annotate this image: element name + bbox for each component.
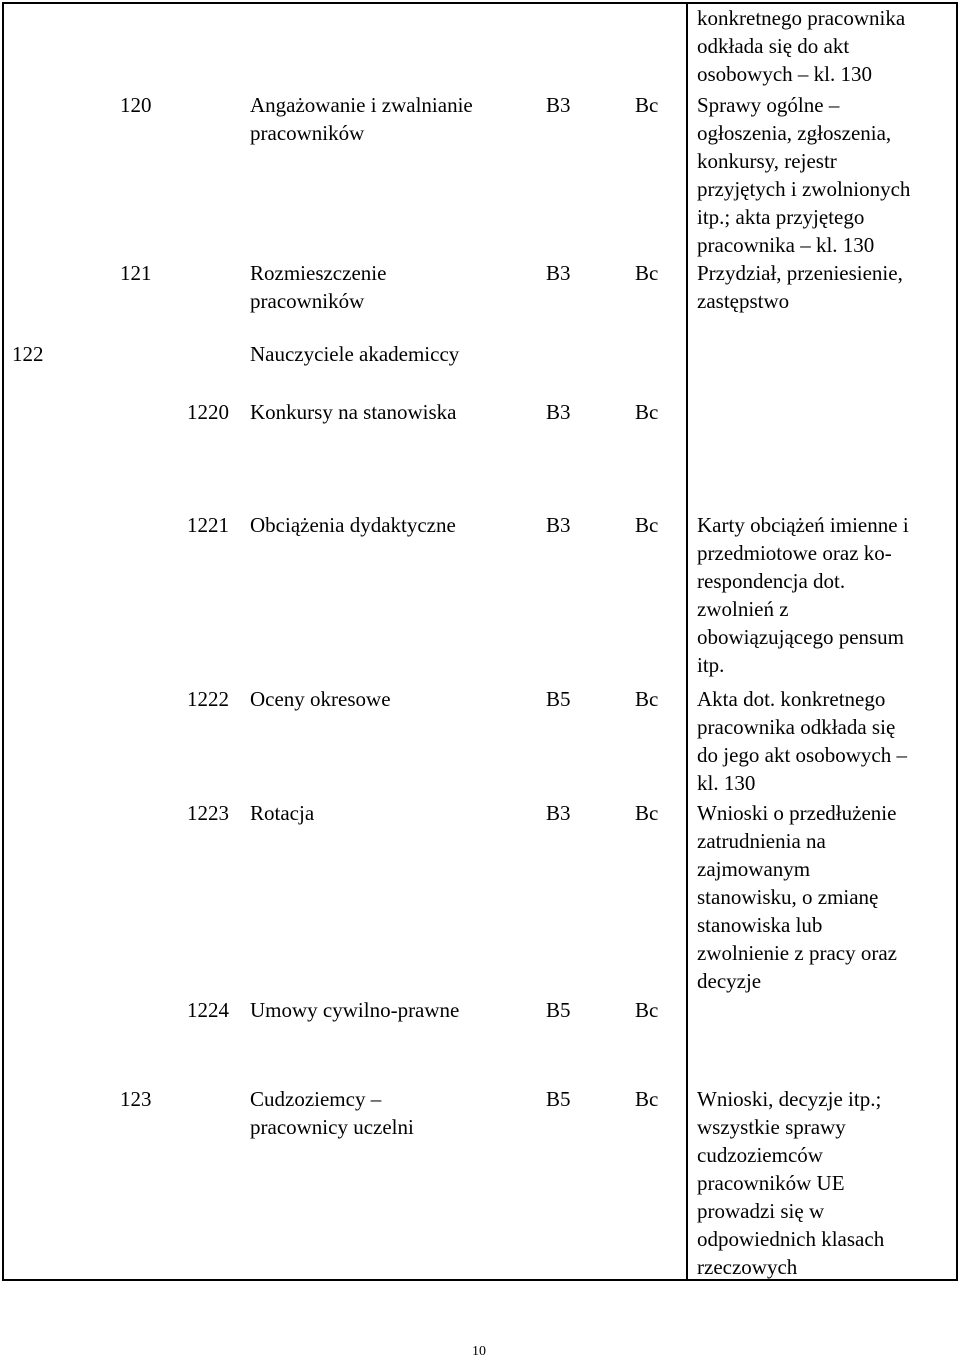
class-name-line: Nauczyciele akademiccy: [250, 342, 460, 366]
class-name-line: pracownicy uczelni: [250, 1115, 414, 1139]
desc-line: do jego akt osobowych –: [697, 743, 907, 767]
subclass-name: Oceny okresowe: [250, 687, 391, 711]
class-name-line: Angażowanie i zwalnianie: [250, 93, 473, 117]
category-b: Bc: [635, 998, 659, 1022]
continuation-desc-line: osobowych – kl. 130: [697, 62, 872, 86]
category-a: B3: [546, 261, 571, 285]
class-name-line: Rozmieszczenie: [250, 261, 387, 285]
desc-line: pracownika – kl. 130: [697, 233, 875, 257]
subclass-name: Obciążenia dydaktyczne: [250, 513, 456, 537]
class-code: 120: [120, 93, 152, 117]
class-name-line: pracowników: [250, 289, 365, 313]
category-b: Bc: [635, 513, 659, 537]
desc-line: stanowiska lub: [697, 913, 823, 937]
category-b: Bc: [635, 687, 659, 711]
subclass-code: 1223: [187, 801, 229, 825]
desc-line: itp.: [697, 653, 725, 677]
category-a: B5: [546, 998, 571, 1022]
subclass-name: Konkursy na stanowiska: [250, 400, 457, 424]
category-a: B5: [546, 1087, 571, 1111]
desc-line: zwolnienie z pracy oraz: [697, 941, 897, 965]
category-b: Bc: [635, 400, 659, 424]
subclass-name: Umowy cywilno-prawne: [250, 998, 460, 1022]
class-code: 122: [12, 342, 44, 366]
desc-line: cudzoziemców: [697, 1143, 823, 1167]
subclass-code: 1224: [187, 998, 229, 1022]
subclass-code: 1222: [187, 687, 229, 711]
category-b: Bc: [635, 261, 659, 285]
class-name-line: Cudzoziemcy –: [250, 1087, 382, 1111]
desc-line: itp.; akta przyjętego: [697, 205, 865, 229]
desc-line: Wnioski, decyzje itp.;: [697, 1087, 882, 1111]
desc-line: decyzje: [697, 969, 762, 993]
desc-line: zwolnień z: [697, 597, 789, 621]
category-a: B3: [546, 400, 571, 424]
desc-line: Sprawy ogólne –: [697, 93, 840, 117]
continuation-desc-line: konkretnego pracownika: [697, 6, 906, 30]
desc-line: wszystkie sprawy: [697, 1115, 846, 1139]
subclass-code: 1221: [187, 513, 229, 537]
desc-line: przyjętych i zwolnionych: [697, 177, 911, 201]
desc-line: zajmowanym: [697, 857, 811, 881]
desc-line: zastępstwo: [697, 289, 790, 313]
desc-line: pracowników UE: [697, 1171, 845, 1195]
table-right-border: [956, 2, 958, 1281]
desc-line: przedmiotowe oraz ko-: [697, 541, 892, 565]
class-code: 123: [120, 1087, 152, 1111]
desc-line: prowadzi się w: [697, 1199, 825, 1223]
desc-line: Wnioski o przedłużenie: [697, 801, 897, 825]
category-a: B3: [546, 93, 571, 117]
category-b: Bc: [635, 93, 659, 117]
column-divider: [686, 2, 688, 1281]
table-bottom-border: [2, 1279, 958, 1281]
desc-line: respondencja dot.: [697, 569, 846, 593]
class-name-line: pracowników: [250, 121, 365, 145]
desc-line: obowiązującego pensum: [697, 625, 905, 649]
category-b: Bc: [635, 1087, 659, 1111]
category-a: B5: [546, 687, 571, 711]
desc-line: rzeczowych: [697, 1255, 798, 1279]
desc-line: ogłoszenia, zgłoszenia,: [697, 121, 892, 145]
subclass-code: 1220: [187, 400, 229, 424]
category-a: B3: [546, 801, 571, 825]
desc-line: Karty obciążeń imienne i: [697, 513, 909, 537]
table-left-border: [2, 2, 4, 1281]
category-a: B3: [546, 513, 571, 537]
desc-line: pracownika odkłada się: [697, 715, 896, 739]
desc-line: zatrudnienia na: [697, 829, 826, 853]
page-number: 10: [472, 1344, 486, 1359]
desc-line: stanowisku, o zmianę: [697, 885, 879, 909]
desc-line: Przydział, przeniesienie,: [697, 261, 903, 285]
desc-line: konkursy, rejestr: [697, 149, 837, 173]
desc-line: kl. 130: [697, 771, 756, 795]
desc-line: Akta dot. konkretnego: [697, 687, 886, 711]
subclass-name: Rotacja: [250, 801, 315, 825]
continuation-desc-line: odkłada się do akt: [697, 34, 850, 58]
class-code: 121: [120, 261, 152, 285]
category-b: Bc: [635, 801, 659, 825]
desc-line: odpowiednich klasach: [697, 1227, 885, 1251]
